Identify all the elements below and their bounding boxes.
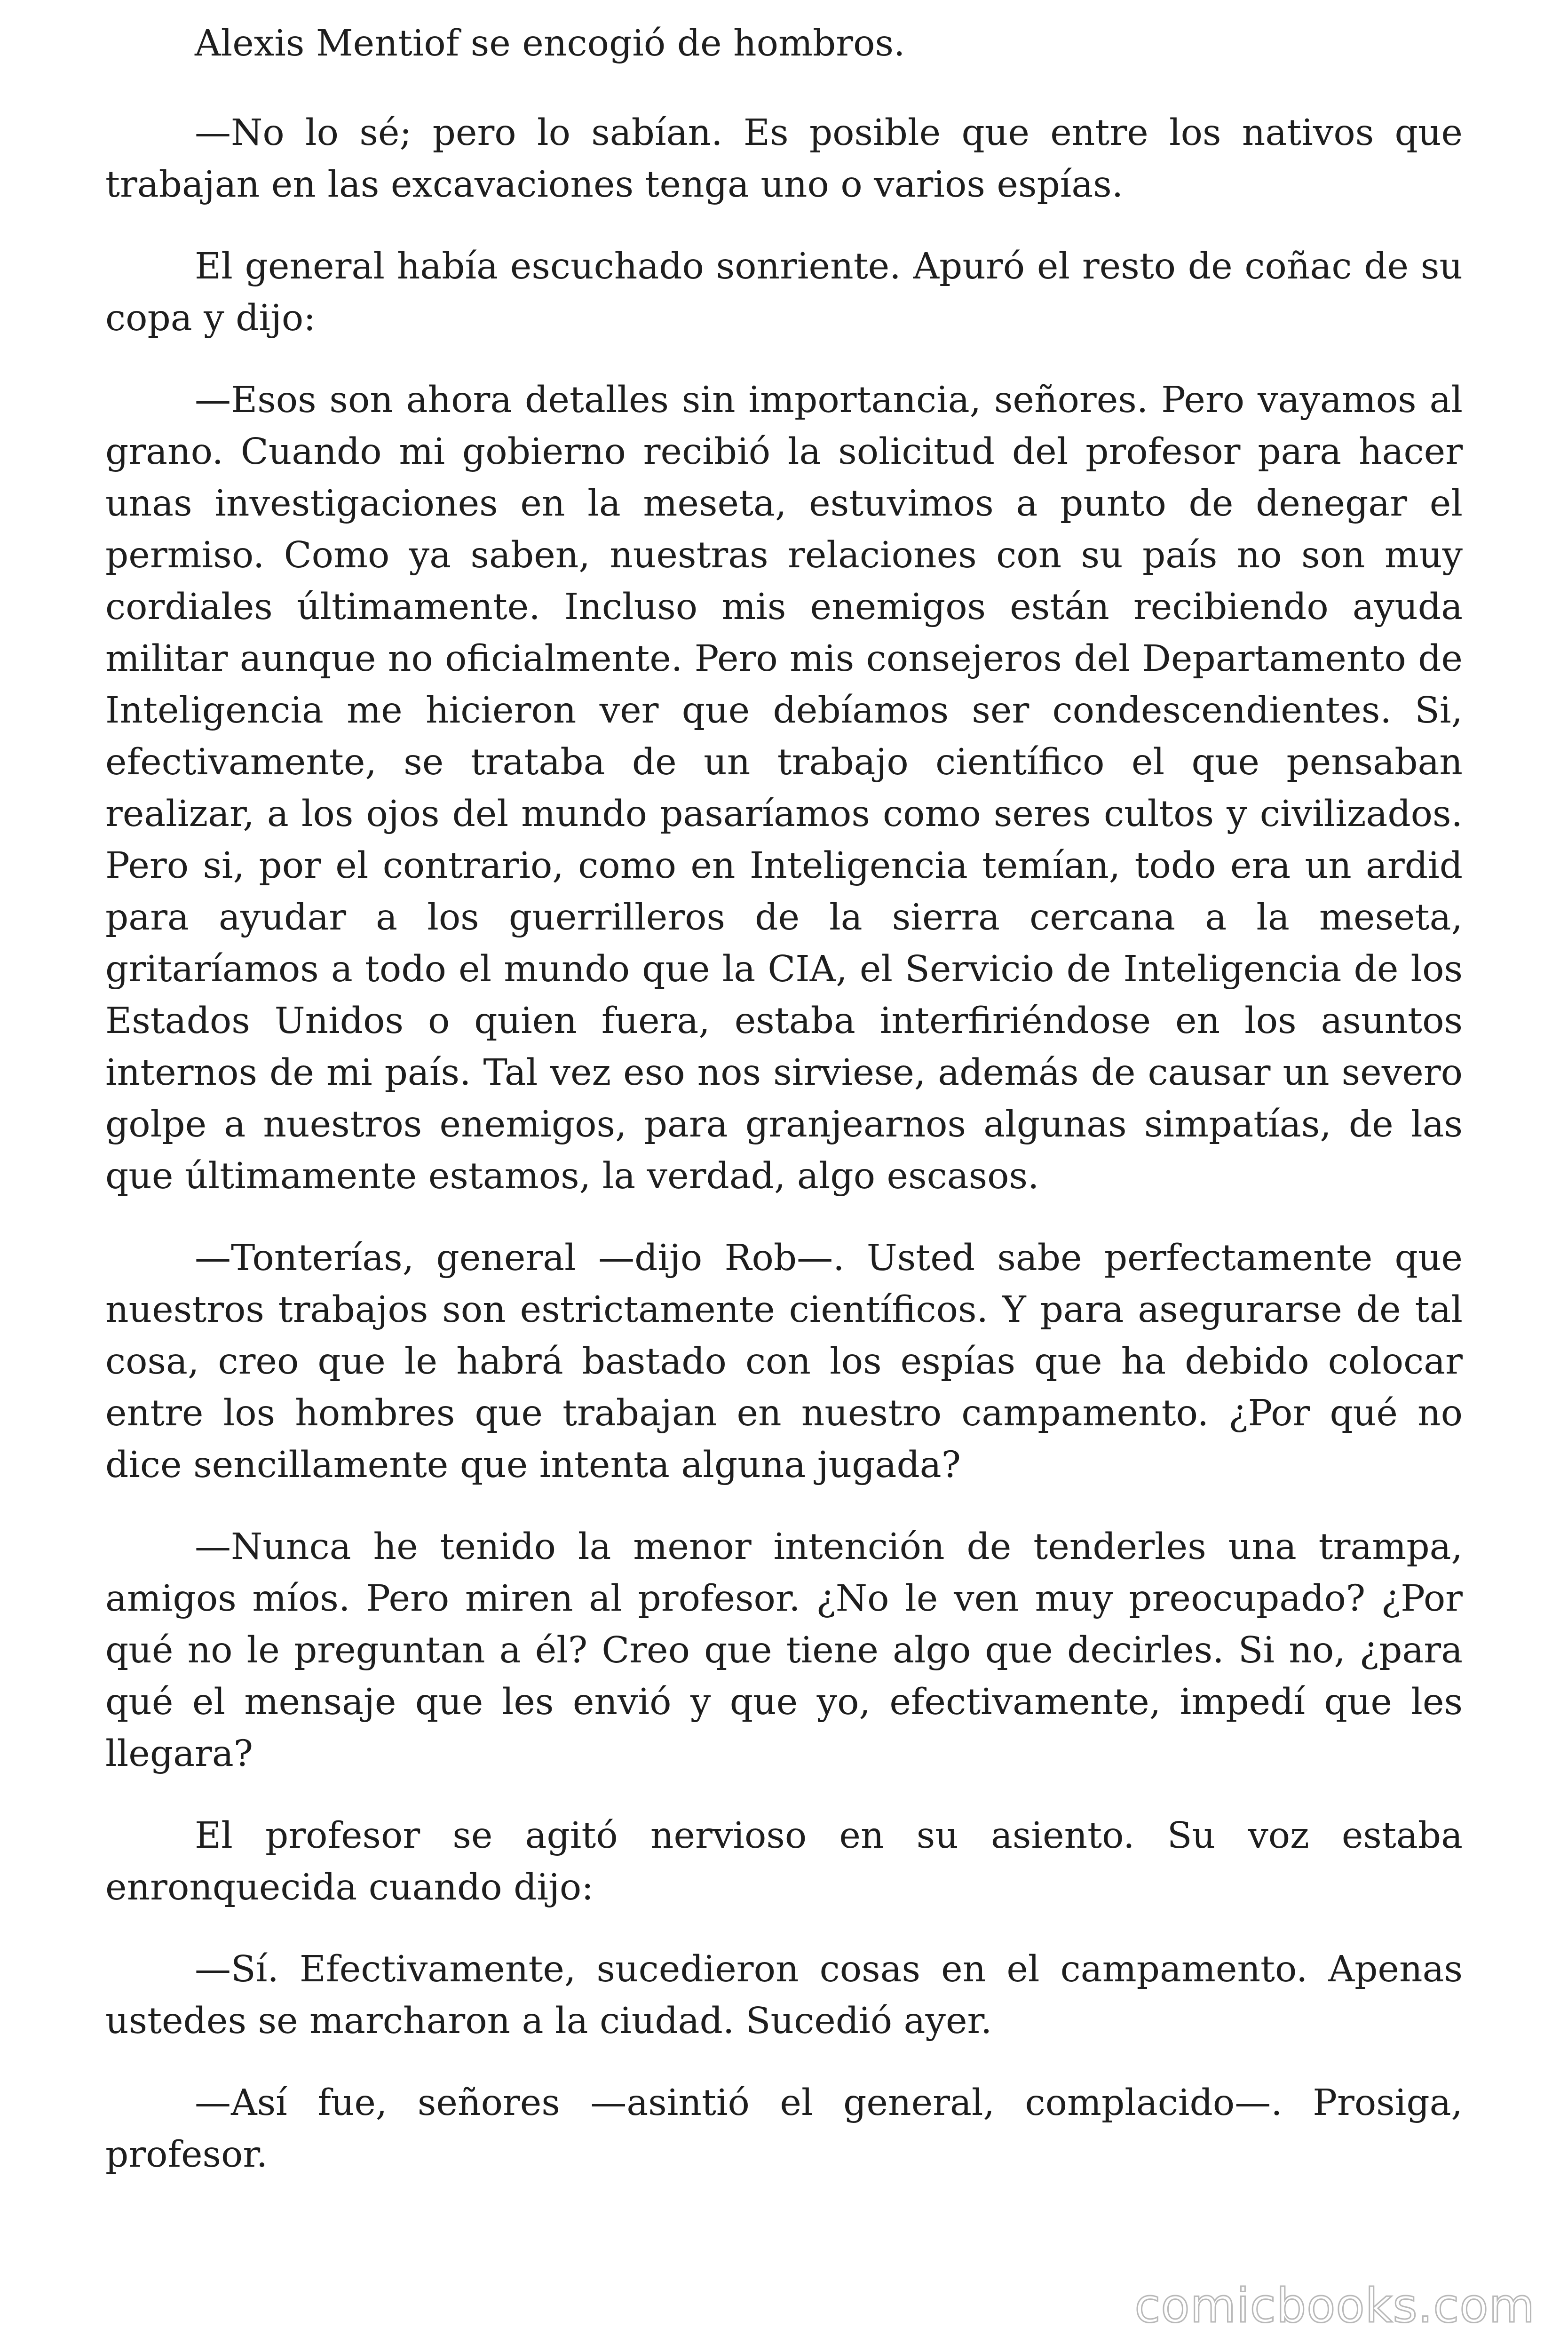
watermark: comicbooks.com <box>1134 2278 1535 2333</box>
paragraph: Alexis Mentiof se encogió de hombros. <box>195 23 905 64</box>
paragraph: —No lo sé; pero lo sabían. Es posible que entre los nativos que trabajan en las excavaciones tenga uno o varios espías. <box>105 112 1463 206</box>
document-page <box>105 18 1463 2211</box>
paragraph: —Esos son ahora detalles sin importancia, señores. Pero vayamos al grano. Cuando mi gobierno recibió la solicitud del profesor para hacer unas investigaciones en la meseta, estuvimos a punto de denegar el permiso. Como ya saben, nuestras relaciones con su país no son muy cordiales últimamente. Incluso mis enemigos están recibiendo ayuda militar aunque no oficialmente. Pero mis consejeros del Departamento de Inteligencia me hicieron ver que debíamos ser condescendientes. Si, efectivamente, se trataba de un trabajo científico el que pensaban realizar, a los ojos del mundo pasaríamos como seres cultos y civilizados. Pero si, por el contrario, como en Inteligencia temían, todo era un ardid para ayudar a los guerrilleros de la sierra cercana a la meseta, gritaríamos a todo el mundo que la CIA, el Servicio de Inteligencia de los Estados Unidos o quien fuera, estaba interfiriéndose en los asuntos internos de mi país. Tal vez eso nos sirviese, además de causar un severo golpe a nuestros enemigos, para granjearnos algunas simpatías, de las que últimamente estamos, la verdad, algo escasos. <box>105 379 1463 1197</box>
paragraph: —Sí. Efectivamente, sucedieron cosas en el campamento. Apenas ustedes se marcharon a la ciudad. Sucedió ayer. <box>105 1948 1463 2042</box>
paragraph: El general había escuchado sonriente. Apuró el resto de coñac de su copa y dijo: <box>105 246 1463 339</box>
paragraph: —Nunca he tenido la menor intención de tenderles una trampa, amigos míos. Pero miren al profesor. ¿No le ven muy preocupado? ¿Por qué no le preguntan a él? Creo que tiene algo que decirles. Si no, ¿para qué el mensaje que les envió y que yo, efectivamente, impedí que les llegara? <box>105 1526 1463 1775</box>
paragraph: —Tonterías, general —dijo Rob—. Usted sabe perfectamente que nuestros trabajos son estrictamente científicos. Y para asegurarse de tal cosa, creo que le habrá bastado con los espías que ha debido colocar entre los hombres que trabajan en nuestro campamento. ¿Por qué no dice sencillamente que intenta alguna jugada? <box>105 1237 1463 1486</box>
paragraph: El profesor se agitó nervioso en su asiento. Su voz estaba enronquecida cuando dijo: <box>105 1815 1463 1908</box>
paragraph: —Así fue, señores —asintió el general, complacido—. Prosiga, profesor. <box>105 2082 1463 2176</box>
